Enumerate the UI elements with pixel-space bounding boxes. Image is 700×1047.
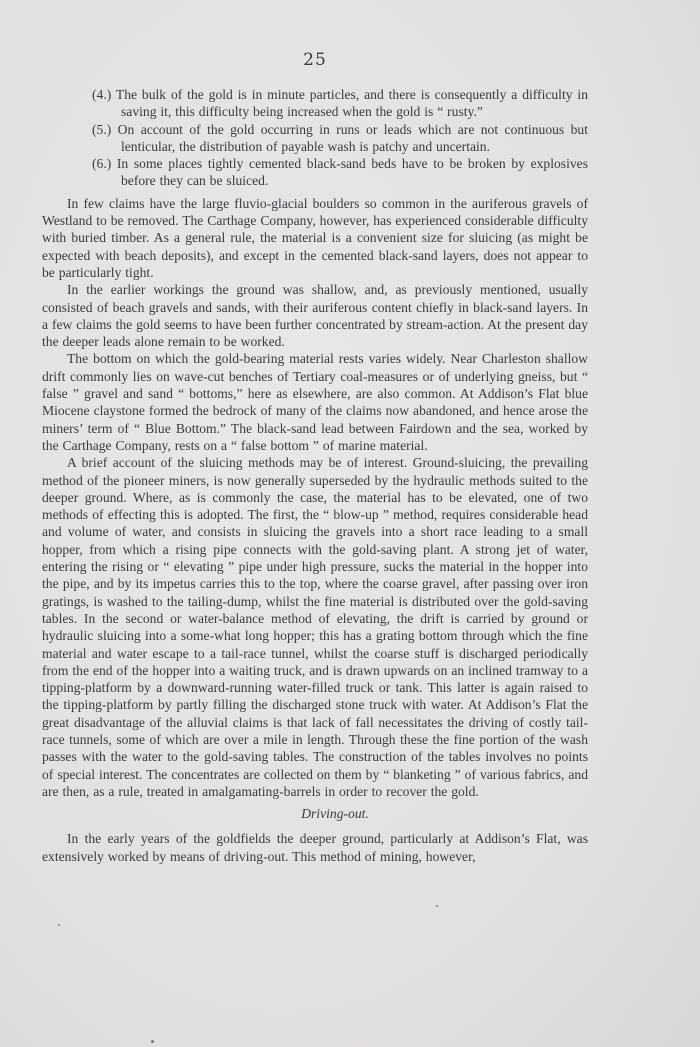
paragraph-boulders: In few claims have the large fluvio-glacial boulders so common in the auriferous gravels of Westland to be removed. The Carthage Company, however, has experienced considerable difficulty with buried timber. As a general rule, the material is a convenient size for sluicing (as might be expected with beach deposits), and except in the cemented black-sand layers, does not appear to be particularly tight.	[42, 195, 588, 280]
list-item-4: (4.) The bulk of the gold is in minute particles, and there is consequently a difficulty in saving it, this difficulty being increased when the gold is “ rusty.”	[92, 87, 588, 120]
list-item-6: (6.) In some places tightly cemented black-sand beds have to be broken by explosives before they can be sluiced.	[92, 156, 588, 189]
paper-speck	[151, 1040, 154, 1043]
paragraph-earlier-workings: In the earlier workings the ground was shallow, and, as previously mentioned, usually consisted of beach gravels and sands, with their auriferous content chiefly in black-sand layers. In a few claims the gold seems to have been further concentrated by stream-action. At the present day the deeper leads alone remain to be worked.	[42, 282, 588, 350]
paper-speck	[436, 905, 438, 907]
page-number: 25	[303, 50, 327, 70]
list-item-5: (5.) On account of the gold occurring in runs or leads which are not continuous but lenticular, the distribution of payable wash is patchy and uncertain.	[92, 121, 588, 154]
paper-speck	[58, 924, 60, 926]
paragraph-driving-out: In the early years of the goldfields the deeper ground, particularly at Addison’s Flat, was extensively worked by means of driving-out. This method of mining, however,	[42, 831, 588, 864]
body-text	[42, 86, 588, 865]
section-heading: Driving-out.	[301, 806, 369, 822]
paragraph-sluicing-methods: A brief account of the sluicing methods may be of interest. Ground-sluicing, the prevailing method of the pioneer miners, is now generally superseded by the hydraulic methods suited to the deeper ground. Where, as is commonly the case, the material has to be elevated, one of two methods of effecting this is adopted. The first, the “ blow-up ” method, requires considerable head and volume of water, and consists in sluicing the gravels into a short race leading to a small hopper, from which a rising pipe connects with the gold-saving plant. A strong jet of water, entering the rising or “ elevating ” pipe under high pressure, sucks the material in the hopper into the pipe, and by its impetus carries this to the top, where the coarse gravel, after passing over iron gratings, is washed to the tailing-dump, whilst the fine material is distributed over the gold-saving tables. In the second or water-balance method of elevating, the drift is carried by ground or hydraulic sluicing into a some-what long hopper; this has a grating bottom through which the fine material and water escape to a tail-race tunnel, whilst the coarse stuff is discharged periodically from the end of the hopper into a waiting truck, and is drawn upwards on an inclined tramway to a tipping-platform by a downward-running water-filled truck or tank. This latter is again raised to the tipping-platform by partly filling the discharged stone truck with water. At Addison’s Flat the great disadvantage of the alluvial claims is that lack of fall necessitates the driving of costly tail-race tunnels, some of which are over a mile in length. Through these the fine portion of the wash passes with the water to the gold-saving tables. The construction of the tables involves no points of special interest. The concentrates are collected on them by “ blanketing ” of various fabrics, and are then, as a rule, treated in amalgamating-barrels in order to recover the gold.	[42, 455, 588, 799]
paragraph-bottom: The bottom on which the gold-bearing material rests varies widely. Near Charleston shallow drift commonly lies on wave-cut benches of Tertiary coal-measures or of underlying gneiss, but “ false ” gravel and sand “ bottoms,” here as elsewhere, are also common. At Addison’s Flat blue Miocene claystone formed the bedrock of many of the claims now abandoned, and hence arose the miners’ term of “ Blue Bottom.” The black-sand lead between Fairdown and the sea, worked by the Carthage Company, rests on a “ false bottom ” of marine material.	[42, 351, 588, 453]
